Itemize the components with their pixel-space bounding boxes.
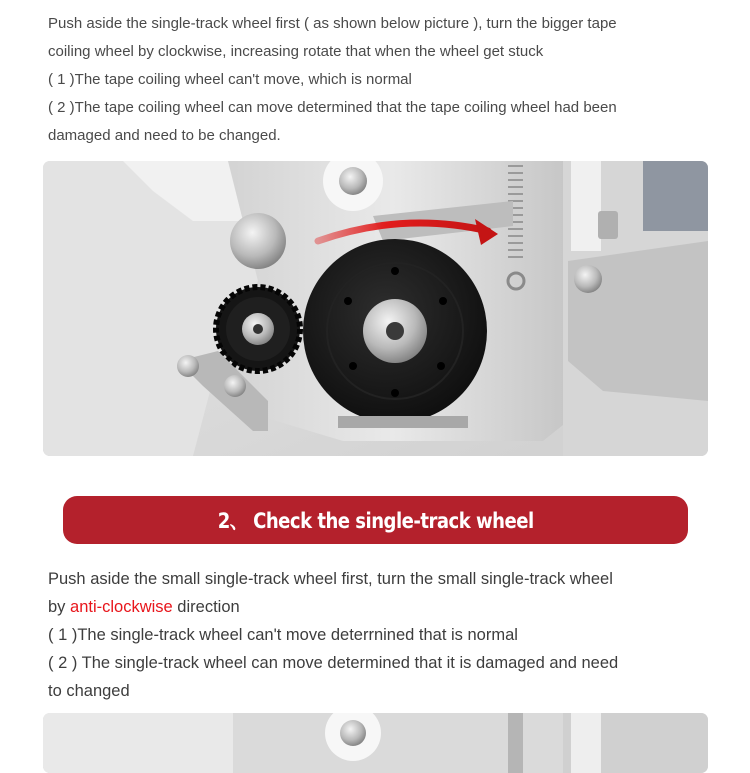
- section2-heading: 2、 Check the single-track wheel: [217, 509, 534, 533]
- section2-instructions: [48, 565, 710, 705]
- section2-line-suffix: direction: [172, 598, 240, 616]
- section1-line: ( 1 )The tape coiling wheel can't move, which is normal: [48, 71, 412, 88]
- tape-coiling-wheel-photo: [43, 161, 708, 456]
- section2-line-prefix: by: [48, 598, 71, 616]
- section2-line: ( 2 ) The single-track wheel can move determined that it is damaged and need: [48, 654, 619, 672]
- section2-line: ( 1 )The single-track wheel can't move deterrnined that is normal: [48, 626, 518, 644]
- section1-line: ( 2 )The tape coiling wheel can move determined that the tape coiling wheel had been: [48, 99, 617, 116]
- single-track-wheel-photo: [43, 713, 708, 773]
- section2-line: [48, 593, 710, 621]
- section2-line: to changed: [48, 682, 130, 700]
- anti-clockwise-highlight: anti-clockwise: [70, 598, 173, 616]
- section2-heading-banner: [63, 496, 688, 544]
- section1-instructions: [48, 10, 710, 150]
- section1-line: damaged and need to be changed.: [48, 127, 281, 144]
- section2-line: Push aside the small single-track wheel first, turn the small single-track wheel: [48, 570, 613, 588]
- section1-line: Push aside the single-track wheel first ( as shown below picture ), turn the bigger tape: [48, 15, 617, 32]
- section1-line: coiling wheel by clockwise, increasing rotate that when the wheel get stuck: [48, 43, 544, 60]
